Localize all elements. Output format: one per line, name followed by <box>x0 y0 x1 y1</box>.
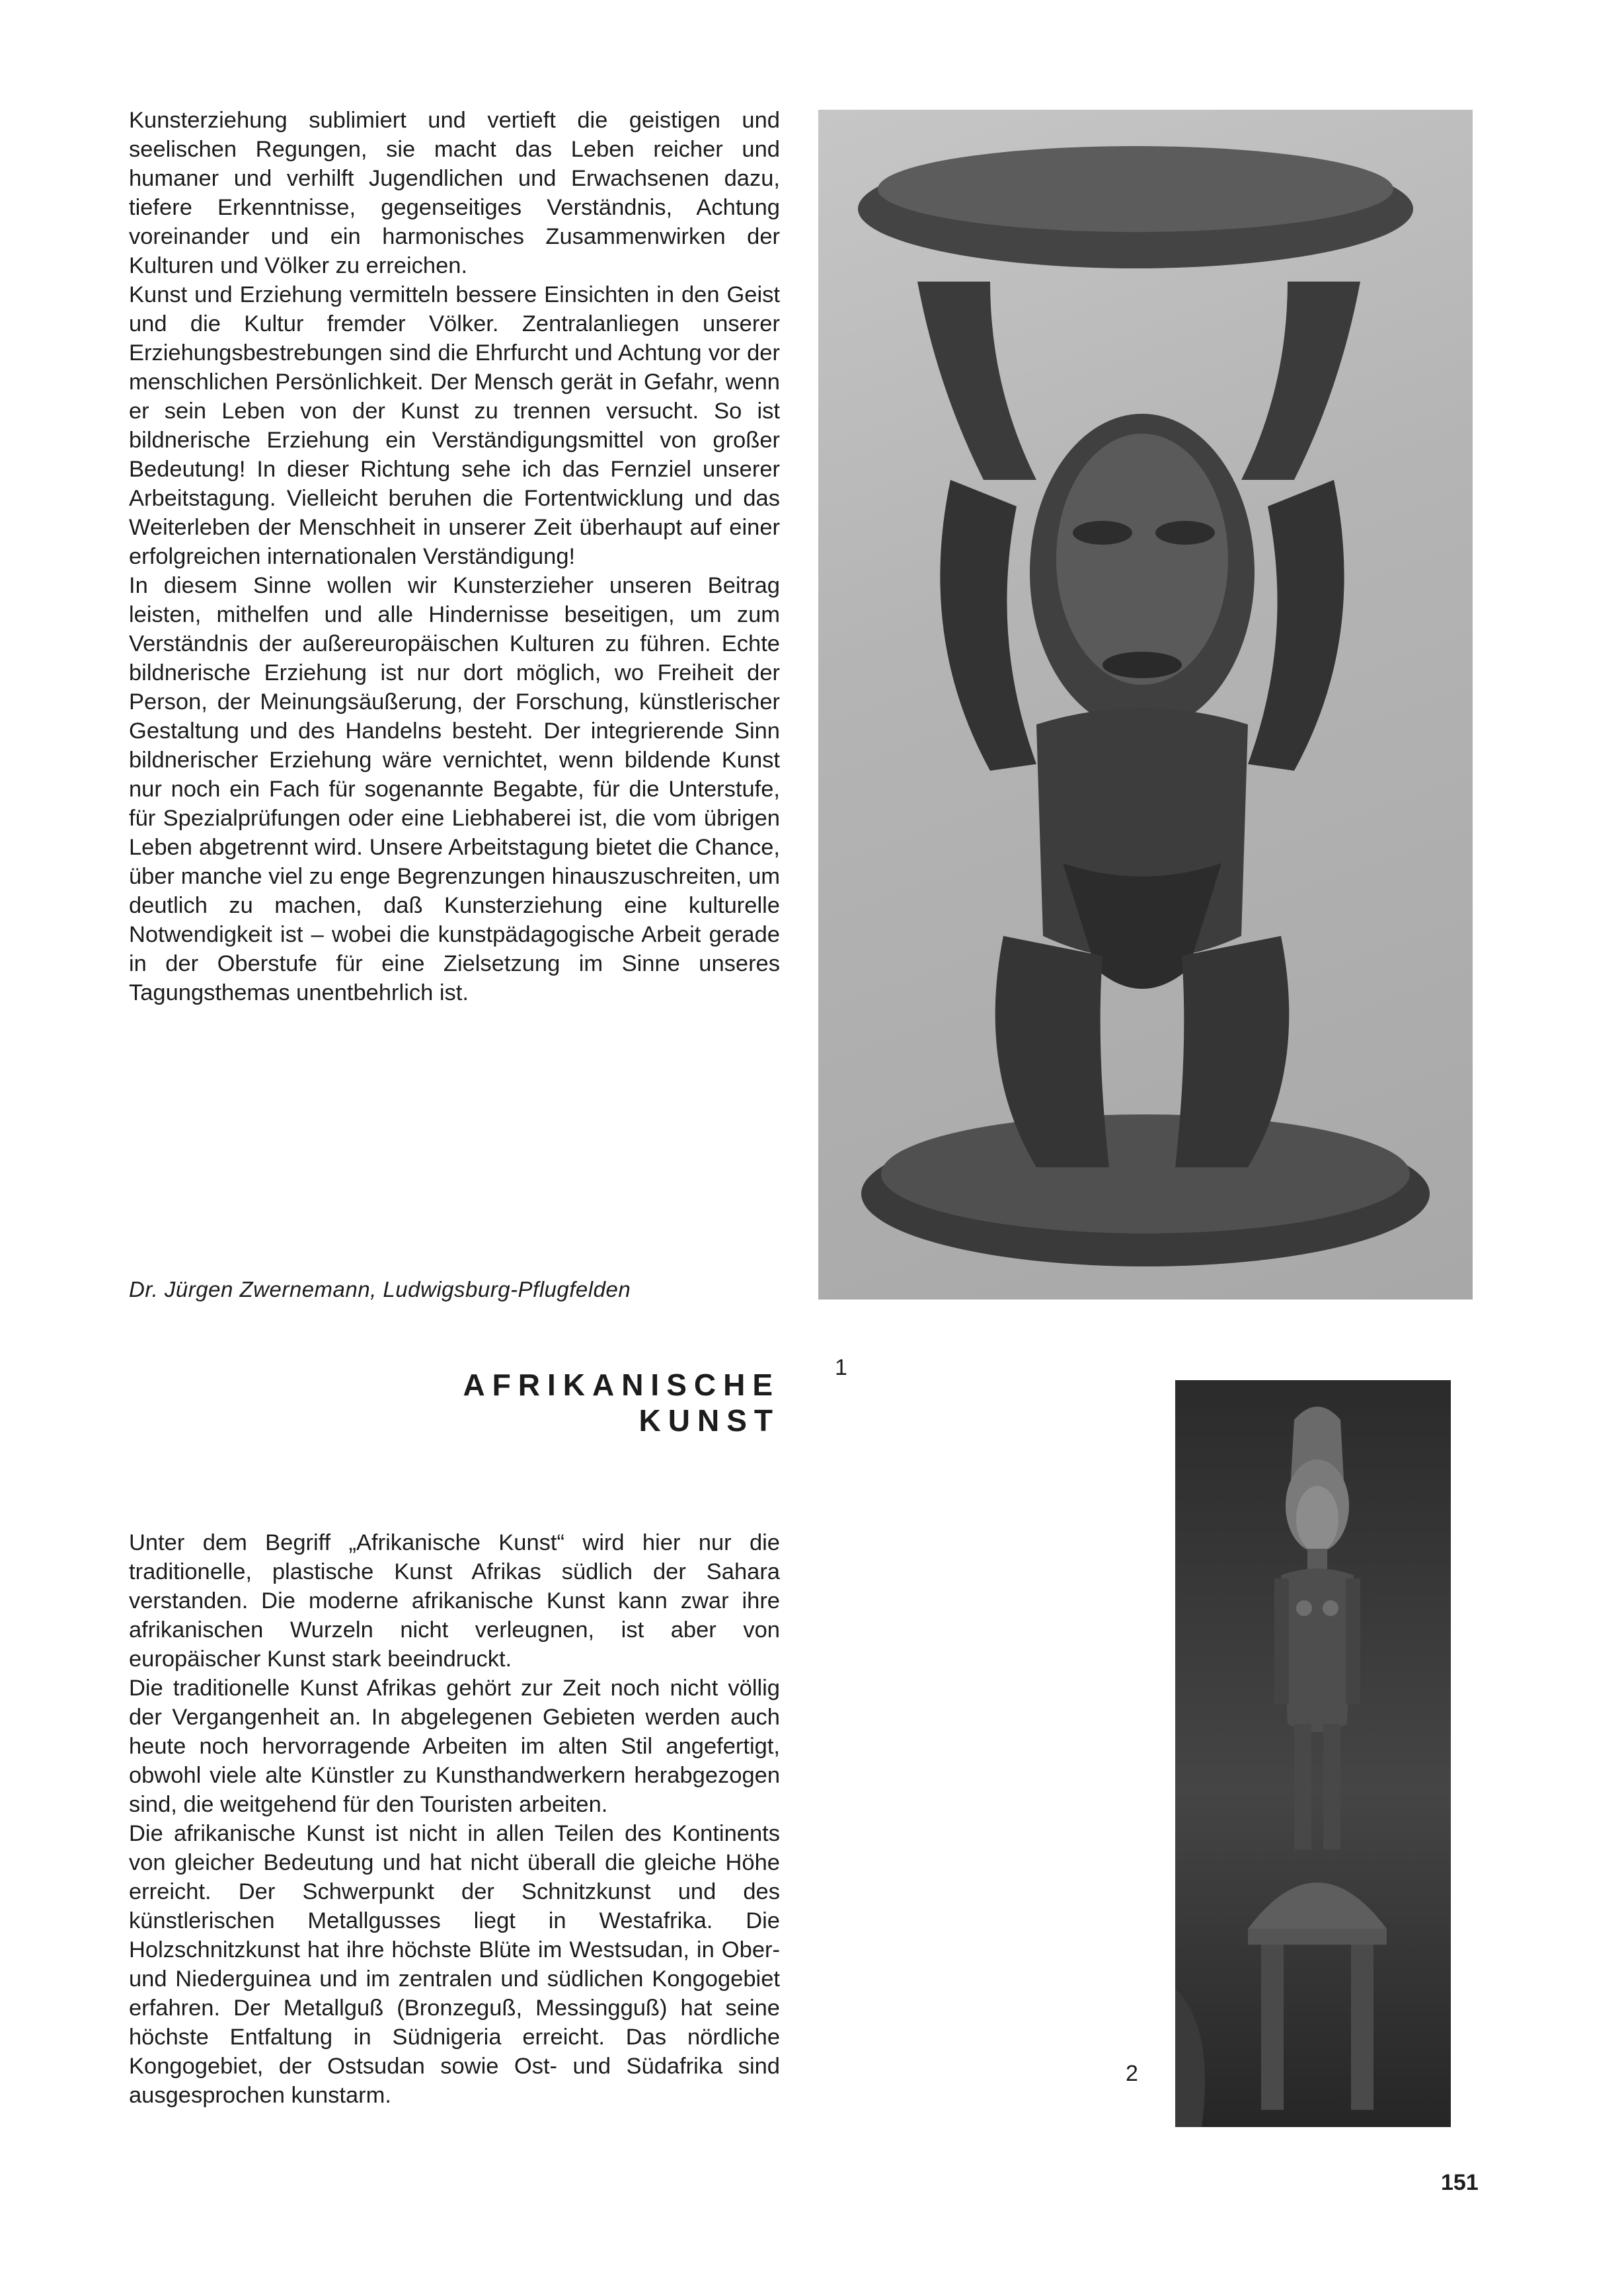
intro-paragraph-2: Kunst und Erziehung vermitteln bessere Einsichten in den Geist und die Kultur fremder Völker. Zentralanliegen unserer Erziehungsbestrebungen sind die Ehrfurcht und Achtung vor der menschlichen Persönlichkeit. Der Mensch gerät in Gefahr, wenn er sein Leben von der Kunst zu trennen versucht. So ist bildnerische Erziehung ein Verständigungsmittel von großer Bedeutung! In dieser Richtung sehe ich das Fernziel unserer Arbeitstagung. Vielleicht beruhen die Fortentwicklung und das Weiterleben der Menschheit in unserer Zeit überhaupt auf einer erfolgreichen internationalen Verständigung! <box>129 282 780 569</box>
intro-paragraph-1: Kunsterziehung sublimiert und vertieft die geistigen und seelischen Regungen, sie macht das Leben reicher und humaner und verhilft Jugendlichen und Erwachsenen dazu, tiefere Erkenntnisse, gegenseitiges Verständnis, Achtung voreinander und ein harmonisches Zusammenwirken der Kulturen und Völker zu erreichen. <box>129 108 780 278</box>
figure-2-number: 2 <box>1126 2061 1138 2086</box>
article-paragraph-1: Unter dem Begriff „Afrikanische Kunst“ wird hier nur die traditionelle, plastische Kunst Afrikas südlich der Sahara verstanden. Die moderne afrikanische Kunst kann zwar ihre afrikanischen Wurzeln nicht verleugnen, ist aber von europäischer Kunst stark beeindruckt. <box>129 1530 780 1672</box>
figure-1-illustration <box>818 110 1473 1300</box>
article-text-block <box>129 1528 780 2110</box>
article-author: Dr. Jürgen Zwernemann, Ludwigsburg-Pflugfelden <box>129 1277 631 1301</box>
intro-text-block <box>129 106 780 1007</box>
intro-paragraph-3: In diesem Sinne wollen wir Kunsterzieher unseren Beitrag leisten, mithelfen und alle Hindernisse beseitigen, um zum Verständnis der außereuropäischen Kulturen zu führen. Echte bildnerische Erziehung ist nur dort möglich, wo Freiheit der Person, der Meinungsäußerung, der Forschung, künstlerischer Gestaltung und des Handelns besteht. Der integrierende Sinn bildnerischer Erziehung wäre vernichtet, wenn bildende Kunst nur noch ein Fach für sogenannte Begabte, für die Unterstufe, für Spezialprüfungen oder eine Liebhaberei ist, die vom übrigen Leben abgetrennt wird. Unsere Arbeitstagung bietet die Chance, über manche viel zu enge Begrenzungen hinauszuschreiten, um deutlich zu machen, daß Kunsterziehung eine kulturelle Notwendigkeit ist – wobei die kunstpädagogische Arbeit gerade in der Oberstufe für eine Zielsetzung im Sinne unseres Tagungsthemas unentbehrlich ist. <box>129 573 780 1005</box>
figure-1-caryatid-stool-photo <box>818 110 1473 1300</box>
article-paragraph-2: Die traditionelle Kunst Afrikas gehört zur Zeit noch nicht völlig der Vergangenheit an. In abgelegenen Gebieten werden auch heute noch hervorragende Arbeiten im alten Stil angefertigt, obwohl viele alte Künstler zu Kunsthandwerkern herabgezogen sind, die weitgehend für den Touristen arbeiten. <box>129 1676 780 1817</box>
article-title: AFRIKANISCHE KUNST <box>463 1368 780 1438</box>
figure-2-standing-figure-photo <box>1175 1380 1451 2127</box>
figure-2-illustration <box>1175 1380 1451 2127</box>
article-paragraph-3: Die afrikanische Kunst ist nicht in allen Teilen des Kontinents von gleicher Bedeutung und hat nicht überall die gleiche Höhe erreicht. Der Schwerpunkt der Schnitzkunst und des künstlerischen Metallgusses liegt in Westafrika. Die Holzschnitzkunst hat ihre höchste Blüte im Westsudan, in Ober- und Niederguinea und im zentralen und südlichen Kongogebiet erfahren. Der Metallguß (Bronzeguß, Messingguß) hat seine höchste Entfaltung in Südnigeria erreicht. Das nördliche Kongogebiet, der Ostsudan sowie Ost- und Südafrika sind ausgesprochen kunstarm. <box>129 1821 780 2108</box>
page-number: 151 <box>1441 2170 1479 2195</box>
figure-1-number: 1 <box>835 1355 847 1380</box>
